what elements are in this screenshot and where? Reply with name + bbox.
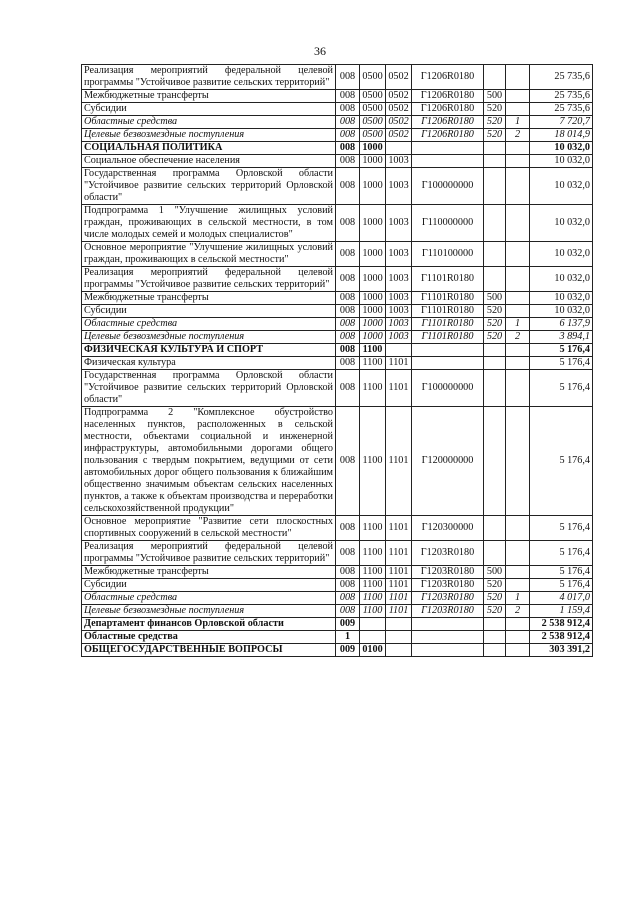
row-name: Областные средства — [82, 116, 336, 129]
row-subsection-code: 0502 — [386, 90, 412, 103]
table-row — [82, 103, 593, 116]
row-target-article: Г1206R0180 — [412, 90, 484, 103]
row-target-article: Г1101R0180 — [412, 267, 484, 292]
row-target-article: Г1206R0180 — [412, 116, 484, 129]
row-name: Субсидии — [82, 103, 336, 116]
row-grbs-code: 008 — [336, 592, 360, 605]
row-name: Основное мероприятие "Развитие сети плоскостных спортивных сооружений в сельской местности" — [82, 516, 336, 541]
row-name: Целевые безвозмездные поступления — [82, 605, 336, 618]
row-grbs-code: 009 — [336, 618, 360, 631]
row-expense-type: 520 — [484, 103, 506, 116]
row-section-code: 1100 — [360, 566, 386, 579]
row-section-code: 1000 — [360, 168, 386, 205]
row-grbs-code: 009 — [336, 644, 360, 657]
row-grbs-code: 008 — [336, 305, 360, 318]
table-row — [82, 516, 593, 541]
row-name: Субсидии — [82, 579, 336, 592]
row-funding-source: 1 — [506, 116, 530, 129]
row-amount: 10 032,0 — [530, 305, 593, 318]
row-grbs-code: 008 — [336, 168, 360, 205]
row-grbs-code: 008 — [336, 516, 360, 541]
row-name: ОБЩЕГОСУДАРСТВЕННЫЕ ВОПРОСЫ — [82, 644, 336, 657]
row-target-article: Г1101R0180 — [412, 305, 484, 318]
row-expense-type — [484, 618, 506, 631]
row-amount: 10 032,0 — [530, 168, 593, 205]
row-target-article: Г1203R0180 — [412, 541, 484, 566]
row-target-article: Г1206R0180 — [412, 103, 484, 116]
row-grbs-code: 008 — [336, 90, 360, 103]
row-subsection-code — [386, 142, 412, 155]
row-subsection-code: 1101 — [386, 592, 412, 605]
row-funding-source — [506, 205, 530, 242]
table-row — [82, 631, 593, 644]
table-row — [82, 168, 593, 205]
row-grbs-code: 008 — [336, 242, 360, 267]
row-grbs-code: 008 — [336, 407, 360, 516]
row-subsection-code: 0502 — [386, 103, 412, 116]
row-amount: 18 014,9 — [530, 129, 593, 142]
row-target-article: Г120300000 — [412, 516, 484, 541]
budget-table — [81, 64, 593, 657]
row-target-article: Г1203R0180 — [412, 579, 484, 592]
row-section-code — [360, 618, 386, 631]
row-section-code: 1100 — [360, 541, 386, 566]
row-name: Целевые безвозмездные поступления — [82, 129, 336, 142]
row-expense-type — [484, 142, 506, 155]
row-subsection-code: 1101 — [386, 370, 412, 407]
row-target-article — [412, 155, 484, 168]
row-section-code: 0500 — [360, 103, 386, 116]
table-row — [82, 242, 593, 267]
row-expense-type — [484, 516, 506, 541]
row-funding-source — [506, 90, 530, 103]
row-target-article — [412, 357, 484, 370]
row-target-article: Г1101R0180 — [412, 292, 484, 305]
row-funding-source — [506, 541, 530, 566]
row-target-article — [412, 142, 484, 155]
row-amount: 10 032,0 — [530, 155, 593, 168]
row-section-code: 1000 — [360, 331, 386, 344]
row-funding-source: 1 — [506, 318, 530, 331]
table-row — [82, 605, 593, 618]
row-target-article: Г1203R0180 — [412, 605, 484, 618]
row-grbs-code: 008 — [336, 116, 360, 129]
row-subsection-code — [386, 631, 412, 644]
row-grbs-code: 008 — [336, 605, 360, 618]
row-expense-type: 520 — [484, 331, 506, 344]
table-row — [82, 305, 593, 318]
row-subsection-code: 1003 — [386, 155, 412, 168]
row-amount: 10 032,0 — [530, 142, 593, 155]
row-funding-source — [506, 142, 530, 155]
row-expense-type — [484, 205, 506, 242]
row-grbs-code: 008 — [336, 541, 360, 566]
row-funding-source: 2 — [506, 129, 530, 142]
row-amount: 5 176,4 — [530, 370, 593, 407]
row-section-code: 0100 — [360, 644, 386, 657]
row-funding-source — [506, 618, 530, 631]
row-grbs-code: 008 — [336, 142, 360, 155]
row-section-code: 1100 — [360, 592, 386, 605]
row-funding-source — [506, 242, 530, 267]
row-name: Основное мероприятие "Улучшение жилищных условий граждан, проживающих в сельской местности" — [82, 242, 336, 267]
row-amount: 5 176,4 — [530, 566, 593, 579]
row-expense-type: 500 — [484, 566, 506, 579]
row-expense-type — [484, 644, 506, 657]
row-amount: 2 538 912,4 — [530, 631, 593, 644]
row-subsection-code — [386, 644, 412, 657]
row-target-article: Г1203R0180 — [412, 592, 484, 605]
row-amount: 303 391,2 — [530, 644, 593, 657]
table-row — [82, 318, 593, 331]
row-expense-type — [484, 357, 506, 370]
row-name: Целевые безвозмездные поступления — [82, 331, 336, 344]
table-row — [82, 205, 593, 242]
row-funding-source — [506, 579, 530, 592]
row-amount: 5 176,4 — [530, 344, 593, 357]
row-section-code: 1100 — [360, 579, 386, 592]
row-funding-source — [506, 407, 530, 516]
row-target-article: Г100000000 — [412, 370, 484, 407]
row-name: Государственная программа Орловской области "Устойчивое развитие сельских территорий Орловской области" — [82, 370, 336, 407]
row-target-article: Г1203R0180 — [412, 566, 484, 579]
row-target-article: Г100000000 — [412, 168, 484, 205]
row-target-article: Г110100000 — [412, 242, 484, 267]
row-section-code: 1100 — [360, 370, 386, 407]
row-name: Субсидии — [82, 305, 336, 318]
row-amount: 6 137,9 — [530, 318, 593, 331]
row-grbs-code: 008 — [336, 103, 360, 116]
row-section-code: 1100 — [360, 516, 386, 541]
table-row — [82, 579, 593, 592]
row-grbs-code: 008 — [336, 205, 360, 242]
table-row — [82, 566, 593, 579]
row-amount: 2 538 912,4 — [530, 618, 593, 631]
table-row — [82, 541, 593, 566]
row-funding-source — [506, 168, 530, 205]
row-subsection-code: 1101 — [386, 407, 412, 516]
row-target-article: Г1206R0180 — [412, 129, 484, 142]
row-funding-source — [506, 370, 530, 407]
row-grbs-code: 008 — [336, 331, 360, 344]
table-row — [82, 357, 593, 370]
row-name: ФИЗИЧЕСКАЯ КУЛЬТУРА И СПОРТ — [82, 344, 336, 357]
row-amount: 3 894,1 — [530, 331, 593, 344]
row-amount: 5 176,4 — [530, 541, 593, 566]
row-amount: 5 176,4 — [530, 407, 593, 516]
row-name: Областные средства — [82, 318, 336, 331]
row-amount: 5 176,4 — [530, 579, 593, 592]
row-funding-source — [506, 65, 530, 90]
row-target-article — [412, 644, 484, 657]
row-section-code: 0500 — [360, 129, 386, 142]
row-expense-type — [484, 267, 506, 292]
table-row — [82, 370, 593, 407]
row-name: СОЦИАЛЬНАЯ ПОЛИТИКА — [82, 142, 336, 155]
row-section-code — [360, 631, 386, 644]
table-row — [82, 116, 593, 129]
row-name: Подпрограмма 1 "Улучшение жилищных условий граждан, проживающих в сельской местности, в том числе молодых семей и молодых специалистов" — [82, 205, 336, 242]
table-row — [82, 292, 593, 305]
row-expense-type: 520 — [484, 318, 506, 331]
row-section-code: 1000 — [360, 242, 386, 267]
row-name: Межбюджетные трансферты — [82, 90, 336, 103]
row-amount: 25 735,6 — [530, 103, 593, 116]
row-target-article — [412, 344, 484, 357]
row-subsection-code: 1003 — [386, 305, 412, 318]
row-section-code: 0500 — [360, 90, 386, 103]
table-row — [82, 129, 593, 142]
row-subsection-code: 1101 — [386, 605, 412, 618]
row-section-code: 1100 — [360, 357, 386, 370]
row-name: Межбюджетные трансферты — [82, 566, 336, 579]
row-funding-source — [506, 267, 530, 292]
table-row — [82, 267, 593, 292]
row-section-code: 1000 — [360, 205, 386, 242]
row-subsection-code: 1003 — [386, 267, 412, 292]
row-expense-type — [484, 168, 506, 205]
row-amount: 25 735,6 — [530, 65, 593, 90]
row-expense-type: 520 — [484, 592, 506, 605]
row-target-article: Г1101R0180 — [412, 318, 484, 331]
row-expense-type: 520 — [484, 605, 506, 618]
row-funding-source — [506, 292, 530, 305]
row-funding-source — [506, 103, 530, 116]
row-name: Реализация мероприятий федеральной целевой программы "Устойчивое развитие сельских территорий" — [82, 541, 336, 566]
row-grbs-code: 008 — [336, 370, 360, 407]
row-subsection-code: 1003 — [386, 168, 412, 205]
row-subsection-code — [386, 618, 412, 631]
row-amount: 4 017,0 — [530, 592, 593, 605]
row-expense-type: 520 — [484, 116, 506, 129]
row-grbs-code: 008 — [336, 267, 360, 292]
row-amount: 10 032,0 — [530, 242, 593, 267]
row-amount: 5 176,4 — [530, 357, 593, 370]
row-name: Реализация мероприятий федеральной целевой программы "Устойчивое развитие сельских территорий" — [82, 65, 336, 90]
row-section-code: 1100 — [360, 344, 386, 357]
table-row — [82, 407, 593, 516]
row-section-code: 1000 — [360, 318, 386, 331]
row-expense-type: 520 — [484, 579, 506, 592]
row-expense-type — [484, 407, 506, 516]
row-grbs-code: 008 — [336, 344, 360, 357]
row-section-code: 1000 — [360, 267, 386, 292]
row-funding-source — [506, 155, 530, 168]
row-amount: 7 720,7 — [530, 116, 593, 129]
row-section-code: 1100 — [360, 407, 386, 516]
row-expense-type — [484, 344, 506, 357]
table-row — [82, 142, 593, 155]
row-subsection-code: 1003 — [386, 292, 412, 305]
row-target-article: Г110000000 — [412, 205, 484, 242]
table-row — [82, 90, 593, 103]
row-funding-source: 2 — [506, 605, 530, 618]
row-funding-source — [506, 631, 530, 644]
row-grbs-code: 1 — [336, 631, 360, 644]
row-expense-type: 520 — [484, 305, 506, 318]
table-row — [82, 618, 593, 631]
row-section-code: 1100 — [360, 605, 386, 618]
row-expense-type — [484, 631, 506, 644]
row-expense-type — [484, 155, 506, 168]
row-grbs-code: 008 — [336, 129, 360, 142]
row-target-article: Г1206R0180 — [412, 65, 484, 90]
row-section-code: 1000 — [360, 155, 386, 168]
row-amount: 5 176,4 — [530, 516, 593, 541]
row-subsection-code — [386, 344, 412, 357]
row-target-article: Г1101R0180 — [412, 331, 484, 344]
row-subsection-code: 0502 — [386, 129, 412, 142]
row-name: Подпрограмма 2 "Комплексное обустройство населенных пунктов, расположенных в сельской местности, объектами социальной и инженерной инфраструктуры, автомобильными дорогами общего пользования с твердым покрытием, ведущими от сети автомобильных дорог общего пользования к ближайшим общественно значимым объектам сельских населенных пунктов, а также к объектам производства и переработки сельскохозяйственной продукции" — [82, 407, 336, 516]
row-funding-source — [506, 566, 530, 579]
row-amount: 1 159,4 — [530, 605, 593, 618]
row-subsection-code: 1003 — [386, 318, 412, 331]
row-subsection-code: 1003 — [386, 331, 412, 344]
row-subsection-code: 0502 — [386, 116, 412, 129]
row-subsection-code: 1101 — [386, 541, 412, 566]
row-subsection-code: 1101 — [386, 579, 412, 592]
row-subsection-code: 1101 — [386, 516, 412, 541]
table-row — [82, 155, 593, 168]
row-amount: 25 735,6 — [530, 90, 593, 103]
row-grbs-code: 008 — [336, 566, 360, 579]
row-funding-source: 1 — [506, 592, 530, 605]
table-row — [82, 592, 593, 605]
row-funding-source — [506, 357, 530, 370]
row-name: Межбюджетные трансферты — [82, 292, 336, 305]
row-subsection-code: 0502 — [386, 65, 412, 90]
table-row — [82, 65, 593, 90]
row-amount: 10 032,0 — [530, 205, 593, 242]
row-name: Областные средства — [82, 631, 336, 644]
row-expense-type: 520 — [484, 129, 506, 142]
row-subsection-code: 1101 — [386, 566, 412, 579]
row-section-code: 0500 — [360, 65, 386, 90]
row-target-article — [412, 618, 484, 631]
row-name: Социальное обеспечение населения — [82, 155, 336, 168]
row-section-code: 1000 — [360, 292, 386, 305]
row-funding-source — [506, 516, 530, 541]
row-section-code: 1000 — [360, 305, 386, 318]
row-expense-type — [484, 65, 506, 90]
row-funding-source: 2 — [506, 331, 530, 344]
row-funding-source — [506, 644, 530, 657]
row-expense-type — [484, 370, 506, 407]
row-grbs-code: 008 — [336, 357, 360, 370]
row-expense-type — [484, 541, 506, 566]
row-expense-type: 500 — [484, 292, 506, 305]
row-name: Реализация мероприятий федеральной целевой программы "Устойчивое развитие сельских территорий" — [82, 267, 336, 292]
row-amount: 10 032,0 — [530, 292, 593, 305]
row-amount: 10 032,0 — [530, 267, 593, 292]
row-grbs-code: 008 — [336, 292, 360, 305]
row-grbs-code: 008 — [336, 65, 360, 90]
row-section-code: 1000 — [360, 142, 386, 155]
row-target-article: Г120000000 — [412, 407, 484, 516]
row-grbs-code: 008 — [336, 318, 360, 331]
row-grbs-code: 008 — [336, 155, 360, 168]
row-name: Департамент финансов Орловской области — [82, 618, 336, 631]
row-target-article — [412, 631, 484, 644]
row-grbs-code: 008 — [336, 579, 360, 592]
row-expense-type: 500 — [484, 90, 506, 103]
row-subsection-code: 1003 — [386, 205, 412, 242]
row-name: Областные средства — [82, 592, 336, 605]
row-subsection-code: 1101 — [386, 357, 412, 370]
row-funding-source — [506, 344, 530, 357]
row-subsection-code: 1003 — [386, 242, 412, 267]
row-name: Физическая культура — [82, 357, 336, 370]
row-name: Государственная программа Орловской области "Устойчивое развитие сельских территорий Орловской области" — [82, 168, 336, 205]
row-section-code: 0500 — [360, 116, 386, 129]
row-funding-source — [506, 305, 530, 318]
page-number: 36 — [314, 44, 326, 58]
table-row — [82, 644, 593, 657]
row-expense-type — [484, 242, 506, 267]
table-row — [82, 344, 593, 357]
table-row — [82, 331, 593, 344]
